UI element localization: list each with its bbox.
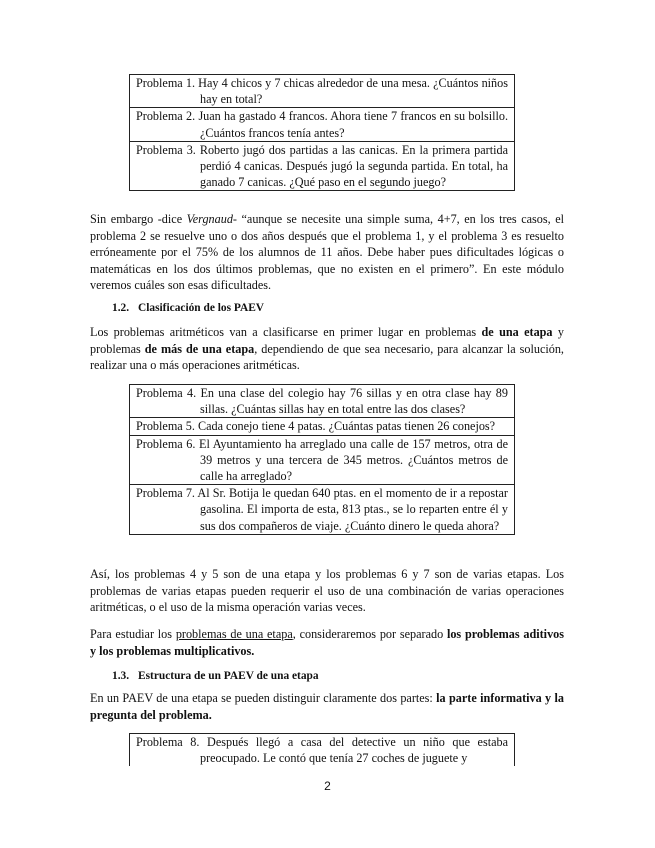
problem-5	[136, 418, 508, 434]
problems-table	[129, 733, 515, 766]
problems-table-1	[90, 74, 564, 191]
page-number: 2	[324, 779, 331, 793]
problem-label: Problema 5.	[136, 419, 195, 434]
problem-label: Problema 1.	[136, 76, 196, 90]
problem-text: Cada conejo tiene 4 patas. ¿Cuántas patas tienen 26 conejos?	[197, 419, 496, 434]
problems-table-3	[90, 733, 564, 766]
problem-label: Problema 6.	[136, 436, 196, 451]
section-number: 1.2.	[112, 302, 130, 314]
problem-text: Hay 4 chicos y 7 chicas alrededor de una mesa. ¿Cuántos niños hay en total?	[198, 76, 508, 107]
problem-3	[136, 142, 508, 191]
problem-label: Problema 8.	[136, 735, 200, 749]
problems-table-2	[90, 384, 564, 535]
problem-text: En una clase del colegio hay 76 sillas y en otra clase hay 89 sillas. ¿Cuántas sillas hay en total entre las dos clases?	[200, 386, 508, 417]
problem-text: Roberto jugó dos partidas a las canicas. En la primera partida perdió 4 canicas. Después jugó la segunda partida. En total, ha ganado 7 canicas. ¿Qué paso en el segundo juego?	[199, 142, 508, 190]
problem-1	[136, 75, 508, 107]
problems-table	[129, 74, 515, 191]
table-row	[130, 734, 515, 767]
problem-2	[136, 108, 508, 140]
problem-label: Problema 2.	[136, 109, 196, 124]
table-row	[130, 485, 515, 535]
section-heading-1-3	[90, 668, 564, 684]
problem-label: Problema 7.	[136, 486, 195, 501]
table-row	[130, 385, 515, 418]
problems-table	[129, 384, 515, 535]
problem-text: El Ayuntamiento ha arreglado una calle de 157 metros, otra de 39 metros y una tercera de 345 metros. ¿Cuántos metros de calle ha arreglado?	[199, 436, 508, 484]
problem-4	[136, 385, 508, 417]
problem-6	[136, 436, 508, 485]
problem-label: Problema 3.	[136, 142, 196, 157]
paragraph-vergnaud: Sin embargo -dice Vergnaud- “aunque se necesite una simple suma, 4+7, en los tres casos, el problema 2 se resuelve uno o dos años después que el problema 1, y el problema 3 es resuelto erróneamente por el 75% de los alumnos de 11 años. Debe haber pues dificultades lógicas o matemáticas en los dos últimos problemas, que no existen en el primero”. En este módulo veremos cuáles son esas dificultades.	[90, 212, 564, 293]
paragraph-study: Para estudiar los problemas de una etapa, consideraremos por separado los problemas aditivos y los problemas multiplicativos.	[90, 627, 564, 658]
table-row	[130, 435, 515, 485]
problem-label: Problema 4.	[136, 386, 197, 400]
paragraph-classification: Los problemas aritméticos van a clasificarse en primer lugar en problemas de una etapa y problemas de más de una etapa, dependiendo de que sea necesario, para alcanzar la solución, realizar una o más operaciones aritméticas.	[90, 325, 565, 373]
paragraph-structure: En un PAEV de una etapa se pueden distinguir claramente dos partes: la parte informativa y la pregunta del problema.	[90, 691, 564, 722]
section-title: Clasificación de los PAEV	[138, 302, 265, 314]
problem-text: Después llegó a casa del detective un niño que estaba preocupado. Le contó que tenía 27 coches de juguete y	[200, 735, 508, 766]
section-number: 1.3.	[112, 670, 130, 682]
table-row	[130, 141, 515, 191]
section-title: Estructura de un PAEV de una etapa	[138, 670, 319, 682]
problem-text: Al Sr. Botija le quedan 640 ptas. en el momento de ir a repostar gasolina. El importa de esta, 813 ptas., se lo reparten entre él y sus dos compañeros de viaje. ¿Cuánto dinero le queda ahora?	[197, 486, 508, 533]
table-row	[130, 108, 515, 141]
problem-8	[136, 734, 508, 766]
problem-7	[136, 485, 508, 534]
section-heading-1-2	[90, 300, 564, 316]
author-name: Vergnaud	[186, 212, 233, 226]
paragraph-stages: Así, los problemas 4 y 5 son de una etapa y los problemas 6 y 7 son de varias etapas. Los problemas de varias etapas pueden requerir el uso de una combinación de varias operaciones aritméticas, o el uso de la misma operación varias veces.	[90, 567, 564, 615]
table-row	[130, 418, 515, 435]
problem-text: Juan ha gastado 4 francos. Ahora tiene 7 francos en su bolsillo. ¿Cuántos francos tenía antes?	[198, 109, 509, 140]
table-row	[130, 75, 515, 108]
